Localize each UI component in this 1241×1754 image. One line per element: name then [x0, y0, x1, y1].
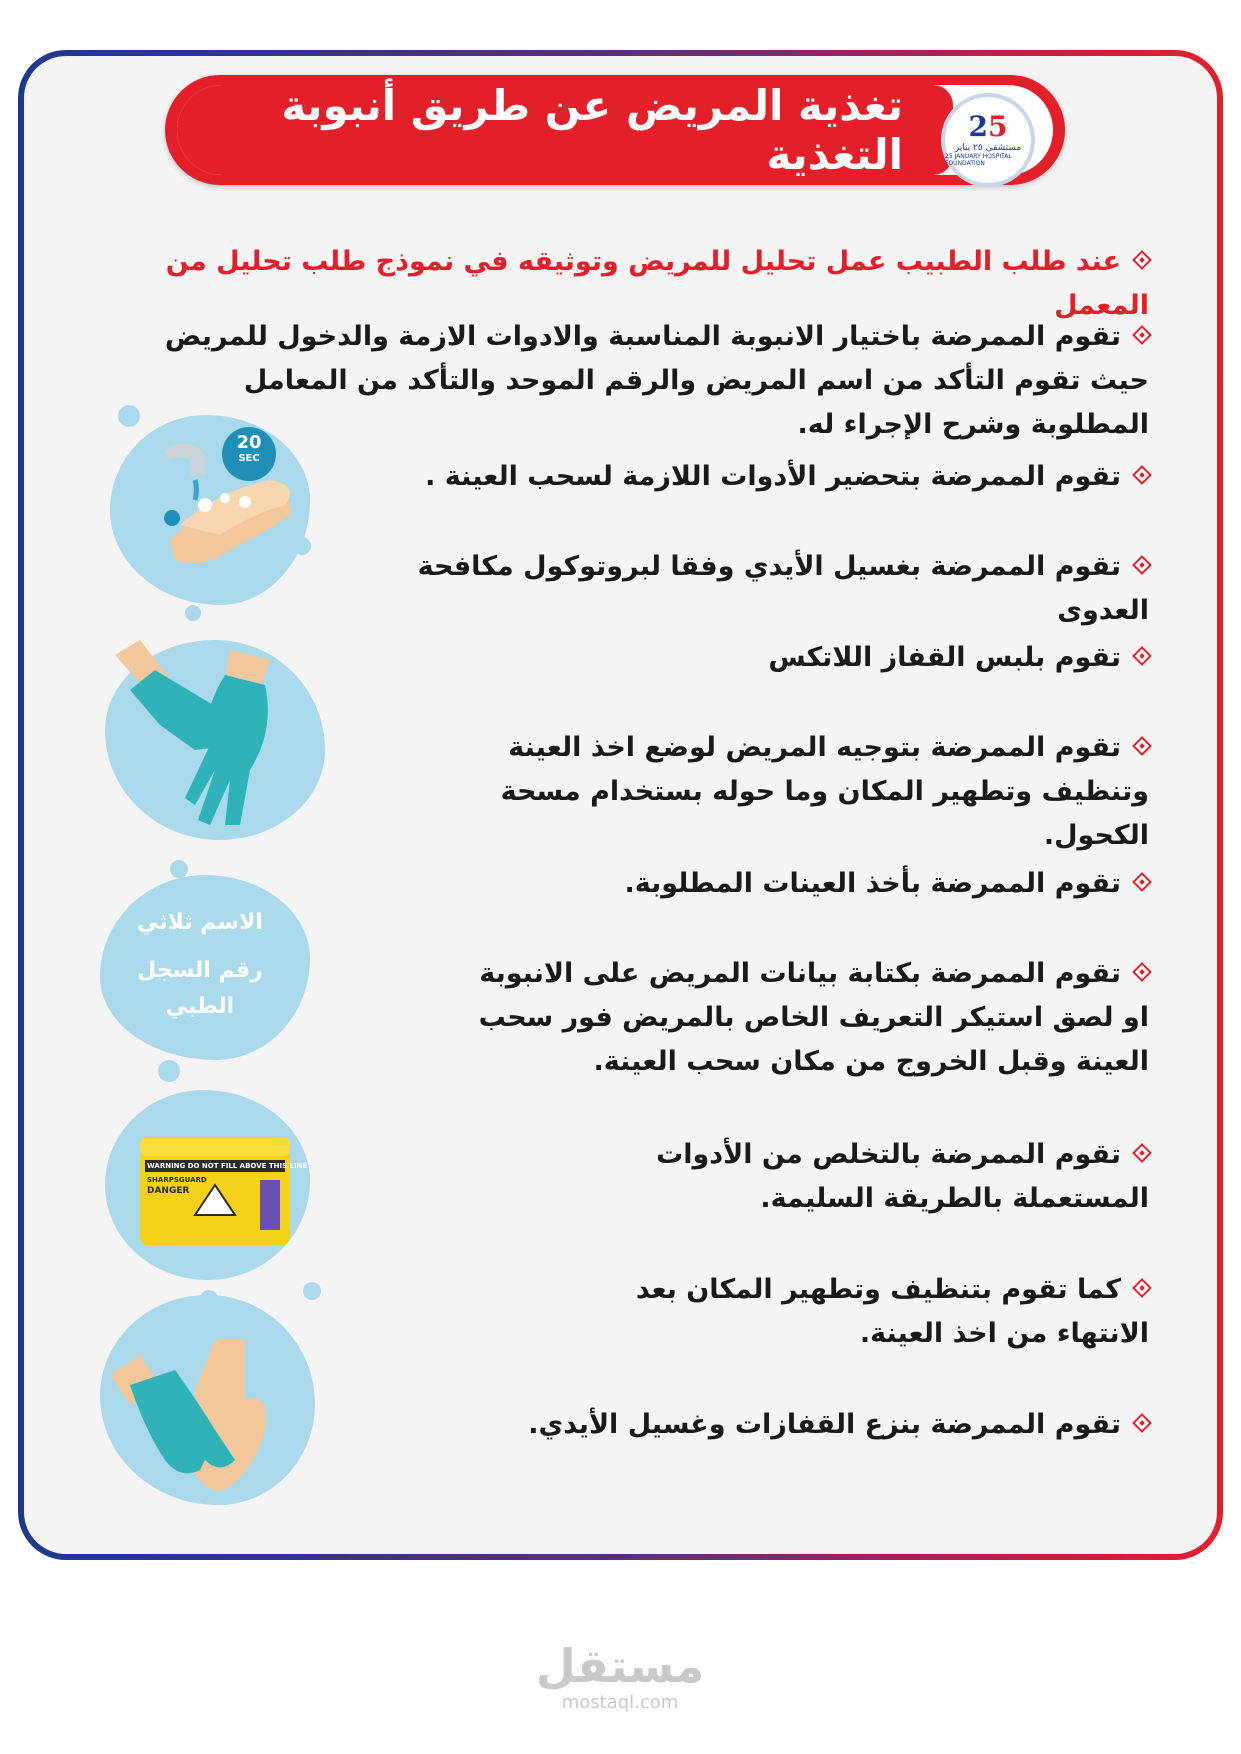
diamond-bullet-icon [1132, 1413, 1152, 1433]
logo-caption-en: 25 JANUARY HOSPITAL FOUNDATION [945, 153, 1012, 167]
diamond-bullet-icon [1132, 646, 1152, 666]
step-text: تقوم الممرضة بتحضير الأدوات اللازمة لسحب العينة . [425, 461, 1121, 492]
step-text: تقوم الممرضة باختيار الانبوبة المناسبة والادوات الازمة والدخول للمريض حيث تقوم التأكد من اسم المريض والرقم الموحد والتأكد من المعامل المطلوبة وشرح الإجراء له. [164, 321, 1149, 440]
decor-dot [185, 605, 201, 621]
step-item [389, 1403, 1149, 1447]
decor-dot [118, 405, 140, 427]
sharps-brand-text: SHARPSGUARD [147, 1176, 207, 1184]
badge-line-name: الاسم ثلاثي [137, 910, 263, 935]
diamond-bullet-icon [1132, 1278, 1152, 1298]
timer-badge [222, 427, 276, 481]
step-text: تقوم الممرضة بتوجيه المريض لوضع اخذ العينة وتنظيف وتطهير المكان وما حوله بستخدام مسحة الكحول. [500, 732, 1149, 851]
step-item [589, 1268, 1149, 1356]
title-banner-inner [177, 81, 1053, 179]
step-text: تقوم الممرضة بالتخلص من الأدوات المستعملة بالطريقة السليمة. [656, 1139, 1149, 1214]
logo-caption: مستشفى ٢٥ يناير [954, 143, 1022, 153]
step-text: تقوم الممرضة بكتابة بيانات المريض على الانبوبة او لصق استيكر التعريف الخاص بالمريض فور سحب العينة وقبل الخروج من مكان سحب العينة. [478, 958, 1149, 1077]
sharps-danger-text: DANGER [147, 1186, 190, 1196]
decor-dot [170, 860, 188, 878]
diamond-bullet-icon [1132, 962, 1152, 982]
step-text: تقوم الممرضة بنزع القفازات وغسيل الأيدي. [528, 1409, 1121, 1440]
page-title: تغذية المريض عن طريق أنبوبة التغذية [281, 81, 903, 179]
diamond-bullet-icon [1132, 736, 1152, 756]
step-item [129, 315, 1149, 447]
step-text: كما تقوم بتنظيف وتطهير المكان بعد الانتهاء من اخذ العينة. [635, 1274, 1149, 1349]
logo-digit-5: 5 [988, 110, 1008, 143]
logo-digit-2: 2 [968, 110, 988, 143]
gloves-icon [100, 630, 300, 845]
diamond-bullet-icon [1132, 872, 1152, 892]
step-text: تقوم بلبس القفاز اللاتكس [768, 642, 1121, 673]
timer-unit: SEC [238, 453, 260, 464]
step-item [389, 862, 1149, 906]
step-text: تقوم الممرضة بغسيل الأيدي وفقا لبروتوكول مكافحة العدوى [417, 551, 1149, 626]
intro-text: عند طلب الطبيب عمل تحليل للمريض وتوثيقه في نموذج طلب تحليل من المعمل [165, 246, 1149, 321]
diamond-bullet-icon [1132, 555, 1152, 575]
remove-gloves-icon [105, 1310, 315, 1510]
step-item [529, 1133, 1149, 1221]
watermark-latin: mostaql.com [561, 1692, 679, 1713]
badge-line-medical: الطبي [165, 994, 235, 1019]
diamond-bullet-icon [1132, 1143, 1152, 1163]
step-item [389, 545, 1149, 633]
diamond-bullet-icon [1132, 465, 1152, 485]
sharps-warning-text: WARNING DO NOT FILL ABOVE THIS LINE [147, 1162, 308, 1170]
label-badge-text [110, 905, 290, 1025]
watermark [520, 1640, 720, 1714]
step-item [389, 455, 1149, 499]
decor-dot [158, 1060, 180, 1082]
watermark-arabic: مستقل [535, 1639, 705, 1693]
diamond-bullet-icon [1132, 325, 1152, 345]
step-item [449, 952, 1149, 1084]
step-item [389, 636, 1149, 680]
decor-dot [303, 1282, 321, 1300]
hospital-logo [941, 93, 1035, 187]
step-item [449, 726, 1149, 858]
title-banner [165, 75, 1065, 185]
diamond-bullet-icon [1132, 250, 1152, 270]
logo-number [968, 110, 1008, 143]
step-text: تقوم الممرضة بأخذ العينات المطلوبة. [624, 868, 1121, 899]
timer-value: 20 [236, 432, 262, 453]
badge-line-record: رقم السجل [137, 958, 263, 983]
